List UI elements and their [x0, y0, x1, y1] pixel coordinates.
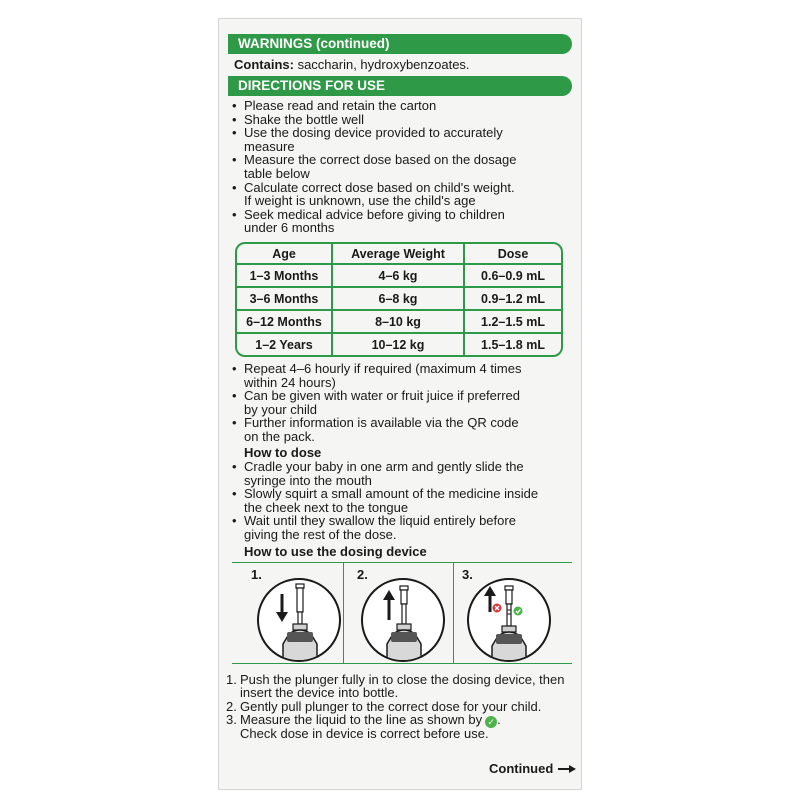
list-item-text: by your child	[244, 401, 317, 417]
bullet-icon: •	[232, 486, 237, 502]
divider-top	[232, 562, 572, 563]
step-2-illustration	[361, 578, 445, 662]
instruction-text	[240, 673, 565, 686]
table-row	[237, 334, 561, 355]
divider-vertical-2	[453, 562, 454, 663]
step-1-illustration	[257, 578, 341, 662]
instruction-number: 2.	[226, 698, 237, 714]
list-item-text: Measure the correct dose based on the dosage	[244, 152, 517, 168]
step-3-illustration	[467, 578, 551, 662]
device-heading: How to use the dosing device	[244, 544, 427, 559]
check-icon	[469, 580, 551, 662]
bullet-icon: •	[232, 125, 237, 141]
bullet-icon: •	[232, 98, 237, 113]
instruction-suffix: .	[497, 712, 501, 728]
instruction-number: 1.	[226, 672, 237, 687]
list-item-text: Seek medical advice before giving to children	[244, 206, 505, 222]
list-item-text: within 24 hours)	[244, 374, 336, 390]
instruction-text-span: Measure the liquid to the line as shown by	[240, 712, 483, 728]
list-item-text: If weight is unknown, use the child's age	[244, 193, 476, 209]
contains-line	[234, 58, 470, 72]
step-number-1: 1.	[251, 567, 262, 582]
instruction-text-span: Check dose in device is correct before use.	[240, 725, 489, 741]
instruction-text	[240, 727, 489, 740]
list-item-text: on the pack.	[244, 428, 315, 444]
list-item-text: measure	[244, 138, 295, 154]
table-cell-dose: 1.5–1.8 mL	[481, 337, 545, 352]
table-row	[237, 311, 561, 334]
warnings-header: WARNINGS (continued)	[228, 34, 572, 54]
divider-bottom	[232, 663, 572, 664]
list-item-text: Use the dosing device provided to accurately	[244, 125, 503, 141]
dosage-table	[235, 242, 563, 357]
up-arrow-icon	[363, 580, 445, 662]
continued-text: Continued	[489, 761, 554, 776]
bullet-icon: •	[232, 361, 237, 376]
bullet-icon: •	[232, 459, 237, 474]
col-header-weight: Average Weight	[333, 244, 465, 265]
col-header-age: Age	[237, 244, 333, 265]
table-cell-weight: 8–10 kg	[333, 311, 465, 334]
list-item-text: syringe into the mouth	[244, 472, 372, 488]
contains-label: Contains:	[234, 57, 294, 72]
table-cell-age: 3–6 Months	[237, 288, 333, 311]
contains-text: saccharin, hydroxybenzoates.	[293, 57, 470, 72]
right-arrow-icon	[557, 763, 577, 773]
bullet-icon: •	[232, 415, 237, 431]
bullet-icon: •	[232, 206, 237, 222]
instruction-number: 3.	[226, 712, 237, 728]
list-item-text: Shake the bottle well	[244, 111, 364, 127]
divider-vertical-1	[343, 562, 344, 663]
table-cell-age: 6–12 Months	[237, 311, 333, 334]
instruction-text-span: Gently pull plunger to the correct dose for your child.	[240, 698, 542, 714]
list-item-text: the cheek next to the tongue	[244, 499, 409, 515]
list-item-text: Slowly squirt a small amount of the medicine inside	[244, 486, 539, 502]
table-cell-weight: 6–8 kg	[333, 288, 465, 311]
instruction-text-span: insert the device into bottle.	[240, 685, 399, 701]
list-item-text: Can be given with water or fruit juice if preferred	[244, 388, 521, 404]
col-header-dose: Dose	[465, 244, 561, 265]
instruction-text	[240, 686, 398, 699]
table-row	[237, 288, 561, 311]
instruction-text	[240, 700, 541, 713]
step-number-3: 3.	[462, 567, 473, 582]
table-cell-age: 1–3 Months	[237, 265, 333, 288]
bullet-icon: •	[232, 111, 237, 127]
list-item-text: table below	[244, 165, 310, 181]
list-item-text: Please read and retain the carton	[244, 98, 437, 113]
dosage-table-header-row	[237, 244, 561, 265]
directions-header: DIRECTIONS FOR USE	[228, 76, 572, 96]
check-icon: ✓	[485, 716, 497, 728]
step-number-2: 2.	[357, 567, 368, 582]
list-item-text: under 6 months	[244, 220, 335, 236]
continued-label	[489, 762, 577, 776]
table-cell-age: 1–2 Years	[237, 334, 333, 355]
instruction-text-span: Push the plunger fully in to close the dosing device, then	[240, 672, 565, 687]
list-item-text: giving the rest of the dose.	[244, 526, 397, 542]
list-item-text: Calculate correct dose based on child's weight.	[244, 179, 515, 195]
list-item-text: Wait until they swallow the liquid entirely before	[244, 513, 516, 529]
list-item-text: Further information is available via the QR code	[244, 415, 519, 431]
table-cell-weight: 10–12 kg	[333, 334, 465, 355]
bullet-icon: •	[232, 513, 237, 529]
table-cell-weight: 4–6 kg	[333, 265, 465, 288]
down-arrow-icon	[259, 580, 341, 662]
bullet-icon: •	[232, 179, 237, 195]
bullet-icon: •	[232, 152, 237, 168]
table-cell-dose: 0.9–1.2 mL	[465, 288, 561, 311]
table-row	[237, 265, 561, 288]
list-item-text: Repeat 4–6 hourly if required (maximum 4 times	[244, 361, 522, 376]
bullet-icon: •	[232, 388, 237, 404]
table-cell-dose: 1.2–1.5 mL	[465, 311, 561, 334]
how-to-dose-heading: How to dose	[244, 445, 322, 460]
list-item-text: Cradle your baby in one arm and gently slide the	[244, 459, 524, 474]
table-cell-dose: 0.6–0.9 mL	[465, 265, 561, 288]
